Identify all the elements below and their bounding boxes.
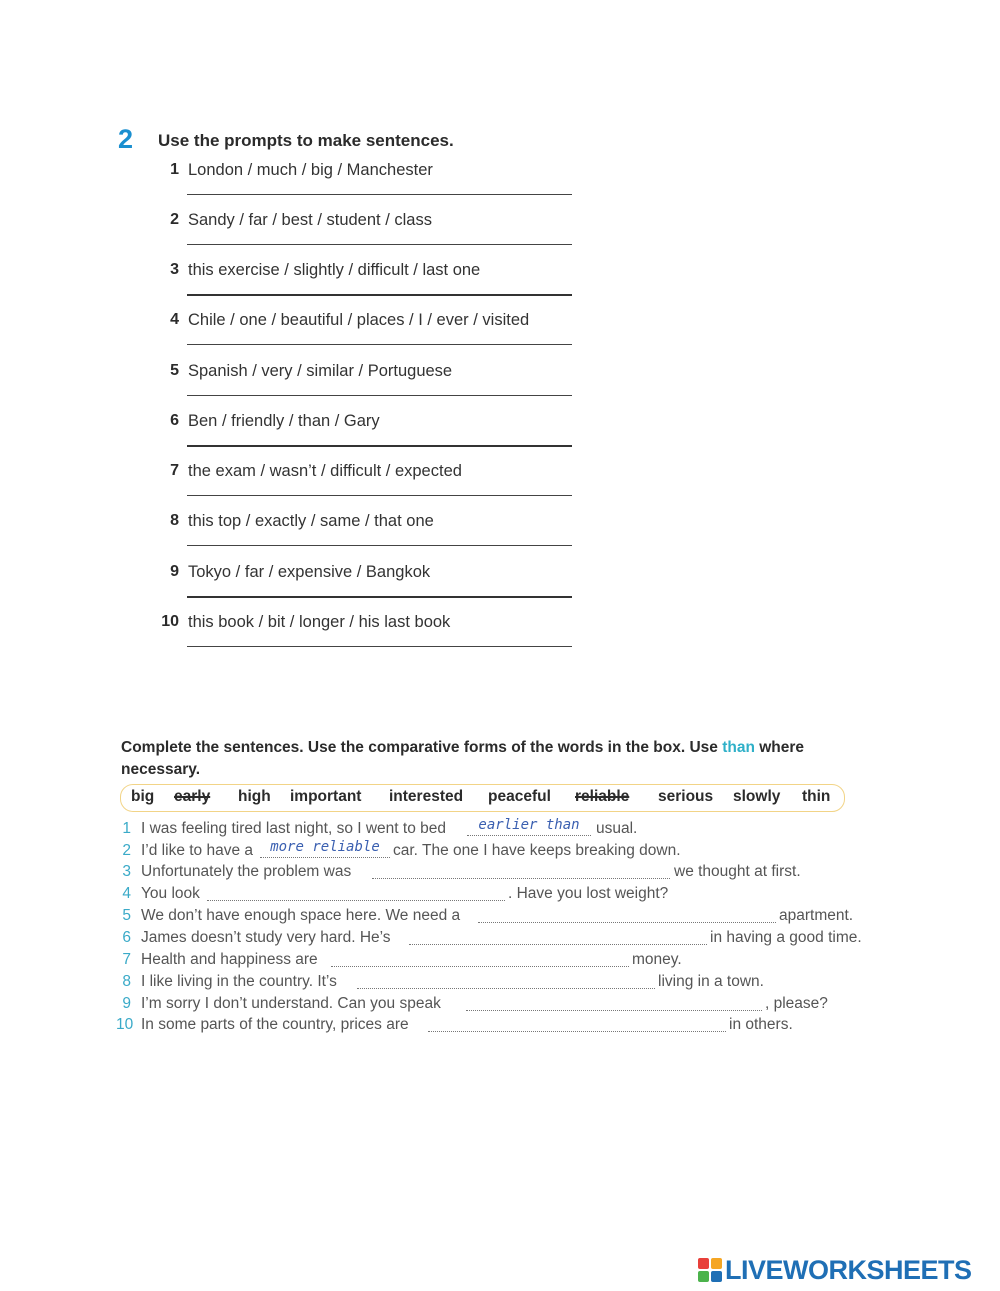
liveworksheets-logo bbox=[698, 1255, 994, 1285]
item-number: 3 bbox=[170, 261, 179, 278]
item-number: 9 bbox=[170, 563, 179, 580]
item-number: 8 bbox=[170, 512, 179, 529]
sentence-item bbox=[116, 929, 886, 949]
item-prompt: Ben / friendly / than / Gary bbox=[188, 412, 380, 430]
sentence-text: . Have you lost weight? bbox=[508, 885, 669, 902]
item-number: 8 bbox=[122, 973, 131, 990]
prompt-item bbox=[150, 512, 572, 562]
sentence-text: in having a good time. bbox=[710, 929, 862, 946]
word-box-word: important bbox=[290, 788, 362, 805]
answer-blank[interactable] bbox=[478, 922, 776, 923]
prompt-item bbox=[150, 563, 572, 613]
item-number: 6 bbox=[170, 412, 179, 429]
answer-line[interactable] bbox=[187, 194, 572, 195]
answer-blank[interactable] bbox=[357, 988, 655, 989]
answer-line[interactable] bbox=[187, 294, 572, 296]
word-box-word: serious bbox=[658, 788, 714, 805]
sentence-text: apartment. bbox=[779, 907, 854, 924]
item-number: 1 bbox=[170, 161, 179, 178]
answer-blank[interactable] bbox=[260, 857, 390, 858]
item-prompt: Sandy / far / best / student / class bbox=[188, 211, 432, 229]
sentence-text: in others. bbox=[729, 1016, 793, 1033]
answer-blank[interactable] bbox=[331, 966, 629, 967]
item-number: 5 bbox=[122, 907, 131, 924]
sentence-item bbox=[116, 885, 886, 905]
word-box-word: thin bbox=[802, 788, 831, 805]
instruction-highlight: than bbox=[722, 739, 755, 756]
item-prompt: Tokyo / far / expensive / Bangkok bbox=[188, 563, 431, 581]
answer-text: more reliable bbox=[270, 839, 380, 855]
word-box bbox=[120, 784, 845, 812]
sentence-text: In some parts of the country, prices are bbox=[141, 1016, 409, 1033]
prompt-item bbox=[150, 261, 572, 311]
word-box-word: slowly bbox=[733, 788, 781, 805]
item-number: 9 bbox=[122, 995, 131, 1012]
sentence-text: I’m sorry I don’t understand. Can you speak bbox=[141, 995, 441, 1012]
prompt-item bbox=[150, 161, 572, 211]
sentence-text: I like living in the country. It’s bbox=[141, 973, 337, 990]
sentence-text: You look bbox=[141, 885, 200, 902]
prompt-item bbox=[150, 412, 572, 462]
sentence-item bbox=[116, 817, 886, 840]
sentence-item bbox=[116, 863, 886, 883]
answer-line[interactable] bbox=[187, 545, 572, 546]
item-prompt: Chile / one / beautiful / places / I / ever / visited bbox=[188, 311, 530, 329]
answer-text: earlier than bbox=[478, 817, 580, 833]
item-prompt: the exam / wasn’t / difficult / expected bbox=[188, 462, 462, 480]
item-number: 4 bbox=[122, 885, 131, 902]
answer-line[interactable] bbox=[187, 395, 572, 396]
sentence-text: we thought at first. bbox=[674, 863, 801, 880]
sentence-item bbox=[116, 973, 886, 993]
item-number: 1 bbox=[122, 820, 131, 837]
exercise-number: 2 bbox=[118, 124, 134, 154]
word-box-word-used: early bbox=[174, 788, 211, 805]
sentence-item bbox=[116, 907, 886, 927]
exercise-title: Use the prompts to make sentences. bbox=[158, 131, 454, 150]
word-box-word: high bbox=[238, 788, 271, 805]
prompt-item bbox=[150, 613, 572, 663]
word-box-word: interested bbox=[389, 788, 464, 805]
answer-line[interactable] bbox=[187, 646, 572, 647]
item-prompt: this book / bit / longer / his last book bbox=[188, 613, 451, 631]
answer-blank[interactable] bbox=[428, 1031, 726, 1032]
item-number: 7 bbox=[122, 951, 131, 968]
answer-line[interactable] bbox=[187, 495, 572, 496]
instruction-text: where necessary. bbox=[121, 739, 805, 778]
answer-blank[interactable] bbox=[409, 944, 707, 945]
item-prompt: this top / exactly / same / that one bbox=[188, 512, 434, 530]
item-number: 2 bbox=[170, 211, 179, 228]
sentence-text: Health and happiness are bbox=[141, 951, 318, 968]
answer-blank[interactable] bbox=[466, 1010, 762, 1011]
word-box-word-used: reliable bbox=[575, 788, 630, 805]
item-number: 10 bbox=[161, 613, 179, 630]
item-prompt: this exercise / slightly / difficult / last one bbox=[188, 261, 481, 279]
answer-line[interactable] bbox=[187, 596, 572, 598]
prompt-item bbox=[150, 362, 572, 412]
answer-line[interactable] bbox=[187, 344, 572, 345]
item-number: 4 bbox=[170, 311, 179, 328]
item-number: 6 bbox=[122, 929, 131, 946]
sentence-item bbox=[116, 995, 886, 1015]
answer-line[interactable] bbox=[187, 445, 572, 447]
sentence-text: usual. bbox=[596, 820, 638, 837]
sentence-text: I’d like to have a bbox=[141, 842, 254, 859]
prompt-item bbox=[150, 462, 572, 512]
answer-blank[interactable] bbox=[207, 900, 505, 901]
instruction-text: Complete the sentences. Use the comparative forms of the words in the box. Use bbox=[121, 739, 723, 756]
prompt-item bbox=[150, 211, 572, 261]
exercise-instruction bbox=[121, 737, 881, 781]
item-prompt: Spanish / very / similar / Portuguese bbox=[188, 362, 453, 380]
prompt-item bbox=[150, 311, 572, 361]
word-box-word: big bbox=[131, 788, 155, 805]
logo-grid-icon bbox=[698, 1258, 722, 1282]
sentence-text: James doesn’t study very hard. He’s bbox=[141, 929, 391, 946]
answer-blank[interactable] bbox=[372, 878, 670, 879]
sentence-text: money. bbox=[632, 951, 682, 968]
item-prompt: London / much / big / Manchester bbox=[188, 161, 433, 179]
answer-blank[interactable] bbox=[467, 835, 591, 836]
sentence-text: car. The one I have keeps breaking down. bbox=[393, 842, 681, 859]
sentence-text: Unfortunately the problem was bbox=[141, 863, 352, 880]
item-number: 5 bbox=[170, 362, 179, 379]
sentence-text: living in a town. bbox=[658, 973, 764, 990]
word-box-word: peaceful bbox=[488, 788, 551, 805]
answer-line[interactable] bbox=[187, 244, 572, 245]
sentence-item bbox=[116, 839, 886, 862]
sentence-item bbox=[116, 951, 886, 971]
item-number: 7 bbox=[170, 462, 179, 479]
sentence-item bbox=[116, 1016, 886, 1036]
sentence-text: I was feeling tired last night, so I went to bed bbox=[141, 820, 447, 837]
logo-text: LIVEWORKSHEETS bbox=[725, 1255, 972, 1285]
sentence-text: We don’t have enough space here. We need a bbox=[141, 907, 461, 924]
sentence-text: , please? bbox=[765, 995, 828, 1012]
item-number: 10 bbox=[116, 1016, 134, 1033]
item-number: 3 bbox=[122, 863, 131, 880]
item-number: 2 bbox=[122, 842, 131, 859]
